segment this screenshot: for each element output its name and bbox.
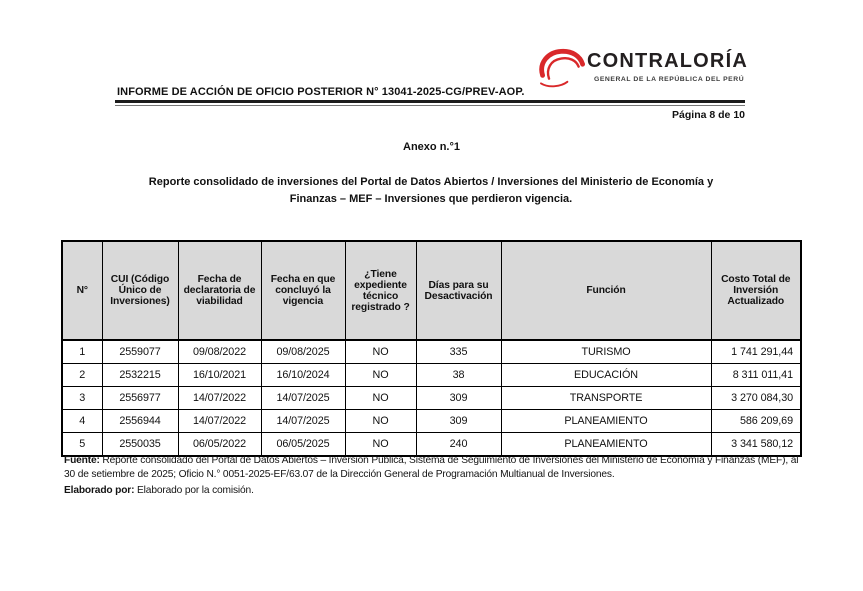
table-cell: 335 [416, 340, 501, 364]
investments-table-wrap [61, 240, 802, 457]
table-row [62, 387, 801, 410]
source-note [64, 454, 806, 483]
table-cell: 4 [62, 410, 102, 433]
table-body [62, 340, 801, 456]
table-cell: 06/05/2022 [178, 433, 261, 457]
logo-name: CONTRALORÍA [587, 50, 748, 72]
table-cell: NO [345, 364, 416, 387]
table-cell: 5 [62, 433, 102, 457]
table-cell: 2556977 [102, 387, 178, 410]
table-cell: 2559077 [102, 340, 178, 364]
table-row [62, 433, 801, 457]
investments-table [61, 240, 802, 457]
annex-title: Anexo n.°1 [403, 141, 460, 153]
table-cell: NO [345, 387, 416, 410]
table-cell: NO [345, 410, 416, 433]
table-cell: 16/10/2021 [178, 364, 261, 387]
column-header: Días para su Desactivación [416, 241, 501, 340]
table-cell: PLANEAMIENTO [501, 433, 711, 457]
table-cell: 1 741 291,44 [711, 340, 801, 364]
table-cell: 14/07/2022 [178, 410, 261, 433]
table-row [62, 364, 801, 387]
table-cell: 09/08/2022 [178, 340, 261, 364]
table-row [62, 340, 801, 364]
table-cell: NO [345, 340, 416, 364]
prepared-text: Elaborado por la comisión. [134, 484, 254, 496]
table-cell: 2550035 [102, 433, 178, 457]
column-header: Fecha de declaratoria de viabilidad [178, 241, 261, 340]
logo-subtitle: GENERAL DE LA REPÚBLICA DEL PERÚ [594, 76, 745, 83]
table-cell: 3 [62, 387, 102, 410]
source-label: Fuente: [64, 455, 100, 466]
table-cell: 14/07/2025 [261, 410, 345, 433]
table-cell: TRANSPORTE [501, 387, 711, 410]
table-cell: 2532215 [102, 364, 178, 387]
table-cell: 309 [416, 387, 501, 410]
table-cell: 09/08/2025 [261, 340, 345, 364]
contraloria-swoosh-icon [537, 46, 585, 97]
table-cell: 16/10/2024 [261, 364, 345, 387]
table-cell: 3 341 580,12 [711, 433, 801, 457]
table-cell: 586 209,69 [711, 410, 801, 433]
source-text: Reporte consolidado del Portal de Datos Abiertos – Inversión Pública, Sistema de Seguimiento de Inversiones del Ministerio de Economía y Finanzas (MEF), al 30 de setiembre de 2025; Oficio N.° 0051-2025-EF/63.07 de la Dirección General de Programación Multianual de Inversiones. [64, 455, 799, 481]
table-cell: 06/05/2025 [261, 433, 345, 457]
page-number: Página 8 de 10 [672, 109, 745, 121]
column-header: Función [501, 241, 711, 340]
table-cell: EDUCACIÓN [501, 364, 711, 387]
report-subtitle: Reporte consolidado de inversiones del Portal de Datos Abiertos / Inversiones del Ministerio de Economía y Finanzas – MEF – Inversiones que perdieron vigencia. [148, 176, 714, 206]
column-header: Costo Total de Inversión Actualizado [711, 241, 801, 340]
column-header: Fecha en que concluyó la vigencia [261, 241, 345, 340]
table-cell: 2556944 [102, 410, 178, 433]
table-cell: TURISMO [501, 340, 711, 364]
prepared-label: Elaborado por: [64, 484, 135, 496]
footer-notes [64, 454, 806, 498]
table-cell: PLANEAMIENTO [501, 410, 711, 433]
column-header: N° [62, 241, 102, 340]
table-cell: NO [345, 433, 416, 457]
contraloria-logo [537, 44, 747, 96]
prepared-note [64, 484, 806, 498]
table-header-row [62, 241, 801, 340]
table-cell: 3 270 084,30 [711, 387, 801, 410]
table-cell: 309 [416, 410, 501, 433]
table-row [62, 410, 801, 433]
table-cell: 8 311 011,41 [711, 364, 801, 387]
table-cell: 14/07/2022 [178, 387, 261, 410]
table-cell: 38 [416, 364, 501, 387]
table-cell: 240 [416, 433, 501, 457]
column-header: CUI (Código Único de Inversiones) [102, 241, 178, 340]
table-cell: 1 [62, 340, 102, 364]
report-title: INFORME DE ACCIÓN DE OFICIO POSTERIOR N° 13041-2025-CG/PREV-AOP. [117, 86, 525, 98]
table-cell: 2 [62, 364, 102, 387]
column-header: ¿Tiene expediente técnico registrado ? [345, 241, 416, 340]
header-rule [115, 100, 745, 106]
table-cell: 14/07/2025 [261, 387, 345, 410]
